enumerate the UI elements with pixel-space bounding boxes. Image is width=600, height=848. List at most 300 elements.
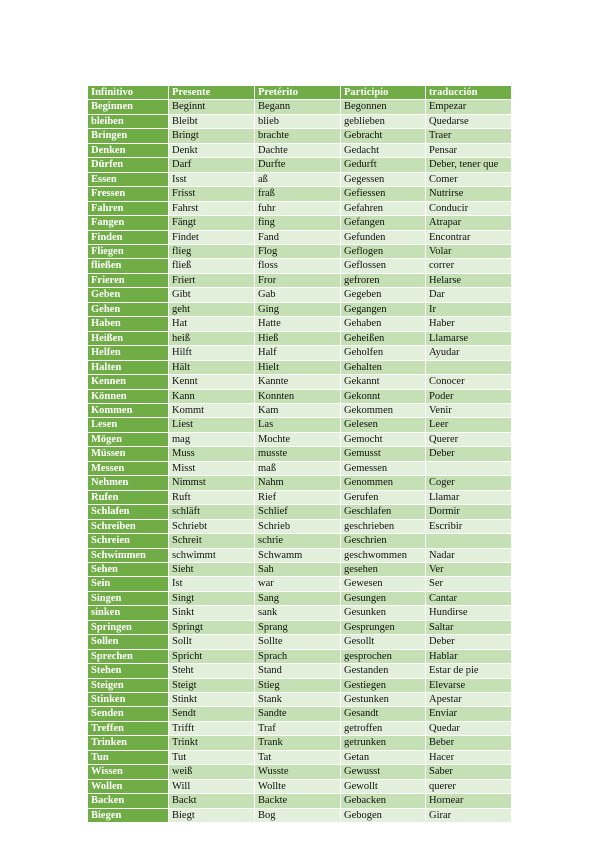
preterito-cell: Schwamm — [254, 549, 340, 563]
infinitivo-cell: Singen — [88, 592, 168, 606]
participio-cell: Genommen — [340, 476, 425, 490]
traduccion-cell: querer — [425, 780, 511, 794]
participio-cell: Gehaben — [340, 317, 425, 331]
participio-cell: Gekannt — [340, 375, 425, 389]
participio-cell: Gefahren — [340, 202, 425, 216]
presente-cell: Kennt — [168, 375, 254, 389]
traduccion-cell: Apestar — [425, 693, 511, 707]
preterito-cell: Las — [254, 418, 340, 432]
preterito-cell: Backte — [254, 794, 340, 808]
traduccion-cell: Nadar — [425, 549, 511, 563]
presente-cell: Steht — [168, 664, 254, 678]
traduccion-cell: Ver — [425, 563, 511, 577]
presente-cell: Schreit — [168, 534, 254, 548]
infinitivo-cell: Schlafen — [88, 505, 168, 519]
traduccion-cell: Coger — [425, 476, 511, 490]
infinitivo-cell: Senden — [88, 707, 168, 721]
preterito-cell: Sang — [254, 592, 340, 606]
presente-cell: Kann — [168, 390, 254, 404]
preterito-cell: Fror — [254, 274, 340, 288]
table-row — [88, 577, 511, 591]
table-row — [88, 520, 511, 534]
preterito-cell: Stank — [254, 693, 340, 707]
traduccion-cell: Querer — [425, 433, 511, 447]
table-row — [88, 650, 511, 664]
infinitivo-cell: Müssen — [88, 447, 168, 461]
presente-cell: Springt — [168, 621, 254, 635]
table-row — [88, 231, 511, 245]
participio-cell: Gestiegen — [340, 679, 425, 693]
participio-cell: Gegangen — [340, 303, 425, 317]
infinitivo-cell: Fangen — [88, 216, 168, 230]
infinitivo-cell: Wollen — [88, 780, 168, 794]
participio-cell: Gehalten — [340, 361, 425, 375]
participio-cell: Gemessen — [340, 462, 425, 476]
infinitivo-cell: Stehen — [88, 664, 168, 678]
participio-cell: Gemusst — [340, 447, 425, 461]
traduccion-cell: Ayudar — [425, 346, 511, 360]
presente-cell: Sendt — [168, 707, 254, 721]
table-row — [88, 707, 511, 721]
traduccion-cell: Cantar — [425, 592, 511, 606]
table-row — [88, 794, 511, 808]
table-row — [88, 129, 511, 143]
table-row — [88, 549, 511, 563]
infinitivo-cell: Sehen — [88, 563, 168, 577]
preterito-cell: Hielt — [254, 361, 340, 375]
preterito-cell: Schlief — [254, 505, 340, 519]
preterito-cell: Durfte — [254, 158, 340, 172]
presente-cell: Biegt — [168, 809, 254, 823]
presente-cell: Trinkt — [168, 736, 254, 750]
infinitivo-cell: Mögen — [88, 433, 168, 447]
traduccion-cell: Comer — [425, 173, 511, 187]
table-row — [88, 722, 511, 736]
preterito-cell: fraß — [254, 187, 340, 201]
participio-cell: Gemocht — [340, 433, 425, 447]
traduccion-cell: Ir — [425, 303, 511, 317]
participio-cell: gesehen — [340, 563, 425, 577]
participio-cell: Gewollt — [340, 780, 425, 794]
presente-cell: Schriebt — [168, 520, 254, 534]
traduccion-cell — [425, 534, 511, 548]
table-row — [88, 158, 511, 172]
presente-cell: Hält — [168, 361, 254, 375]
traduccion-cell: Saltar — [425, 621, 511, 635]
presente-cell: Friert — [168, 274, 254, 288]
participio-cell: Gefunden — [340, 231, 425, 245]
preterito-cell: Trank — [254, 736, 340, 750]
traduccion-cell: Beber — [425, 736, 511, 750]
presente-cell: schwimmt — [168, 549, 254, 563]
table-row — [88, 100, 511, 114]
participio-cell: gefroren — [340, 274, 425, 288]
traduccion-cell: Girar — [425, 809, 511, 823]
participio-cell: Geschlafen — [340, 505, 425, 519]
infinitivo-cell: Trinken — [88, 736, 168, 750]
preterito-cell: Hatte — [254, 317, 340, 331]
table-row — [88, 765, 511, 779]
presente-cell: Will — [168, 780, 254, 794]
presente-cell: Backt — [168, 794, 254, 808]
preterito-cell: fing — [254, 216, 340, 230]
traduccion-cell: Deber, tener que — [425, 158, 511, 172]
infinitivo-cell: Kommen — [88, 404, 168, 418]
infinitivo-cell: Gehen — [88, 303, 168, 317]
table-row — [88, 274, 511, 288]
table-header — [88, 86, 511, 100]
participio-cell: gesprochen — [340, 650, 425, 664]
table-row — [88, 390, 511, 404]
presente-cell: Steigt — [168, 679, 254, 693]
table-row — [88, 375, 511, 389]
infinitivo-cell: Beginnen — [88, 100, 168, 114]
infinitivo-cell: Springen — [88, 621, 168, 635]
participio-cell: Geheißen — [340, 332, 425, 346]
traduccion-cell: Leer — [425, 418, 511, 432]
traduccion-cell: Elevarse — [425, 679, 511, 693]
participio-cell: Gedurft — [340, 158, 425, 172]
table-row — [88, 693, 511, 707]
traduccion-cell — [425, 361, 511, 375]
presente-cell: Bringt — [168, 129, 254, 143]
table-row — [88, 592, 511, 606]
participio-cell: Gesollt — [340, 635, 425, 649]
preterito-cell: Hieß — [254, 332, 340, 346]
presente-cell: Darf — [168, 158, 254, 172]
preterito-cell: Schrieb — [254, 520, 340, 534]
infinitivo-cell: Schwimmen — [88, 549, 168, 563]
presente-cell: Trifft — [168, 722, 254, 736]
infinitivo-cell: Helfen — [88, 346, 168, 360]
presente-cell: Fahrst — [168, 202, 254, 216]
traduccion-cell: Conducir — [425, 202, 511, 216]
participio-cell: Geflogen — [340, 245, 425, 259]
participio-cell: Gelesen — [340, 418, 425, 432]
presente-cell: heiß — [168, 332, 254, 346]
infinitivo-cell: Dürfen — [88, 158, 168, 172]
table-row — [88, 462, 511, 476]
table-row — [88, 780, 511, 794]
preterito-cell: Sah — [254, 563, 340, 577]
traduccion-cell: Conocer — [425, 375, 511, 389]
preterito-cell: Konnten — [254, 390, 340, 404]
table-row — [88, 173, 511, 187]
participio-cell: getroffen — [340, 722, 425, 736]
preterito-cell: Fand — [254, 231, 340, 245]
preterito-cell: Begann — [254, 100, 340, 114]
preterito-cell: Dachte — [254, 144, 340, 158]
preterito-cell: Tat — [254, 751, 340, 765]
presente-cell: Hat — [168, 317, 254, 331]
infinitivo-cell: Treffen — [88, 722, 168, 736]
table-row — [88, 476, 511, 490]
preterito-cell: fuhr — [254, 202, 340, 216]
participio-cell: Gesandt — [340, 707, 425, 721]
presente-cell: Tut — [168, 751, 254, 765]
infinitivo-cell: Kennen — [88, 375, 168, 389]
presente-cell: Findet — [168, 231, 254, 245]
preterito-cell: floss — [254, 259, 340, 273]
infinitivo-cell: Können — [88, 390, 168, 404]
traduccion-cell: Pensar — [425, 144, 511, 158]
preterito-cell: Rief — [254, 491, 340, 505]
infinitivo-cell: Haben — [88, 317, 168, 331]
table-row — [88, 635, 511, 649]
infinitivo-cell: Backen — [88, 794, 168, 808]
traduccion-cell: Poder — [425, 390, 511, 404]
preterito-cell: Ging — [254, 303, 340, 317]
infinitivo-cell: Nehmen — [88, 476, 168, 490]
table-body — [88, 100, 511, 823]
infinitivo-cell: Heißen — [88, 332, 168, 346]
participio-cell: geschwommen — [340, 549, 425, 563]
table-row — [88, 332, 511, 346]
traduccion-cell: Deber — [425, 447, 511, 461]
participio-cell: Gefiessen — [340, 187, 425, 201]
preterito-cell: maß — [254, 462, 340, 476]
traduccion-cell: Dormir — [425, 505, 511, 519]
traduccion-cell: Escribir — [425, 520, 511, 534]
participio-cell: Gesungen — [340, 592, 425, 606]
infinitivo-cell: Fahren — [88, 202, 168, 216]
table-row — [88, 187, 511, 201]
table-row — [88, 404, 511, 418]
preterito-cell: brachte — [254, 129, 340, 143]
presente-cell: Isst — [168, 173, 254, 187]
preterito-cell: Traf — [254, 722, 340, 736]
header-row — [88, 86, 511, 100]
traduccion-cell: Saber — [425, 765, 511, 779]
infinitivo-cell: Biegen — [88, 809, 168, 823]
table-row — [88, 202, 511, 216]
traduccion-cell: Estar de pie — [425, 664, 511, 678]
presente-cell: flieg — [168, 245, 254, 259]
table-row — [88, 259, 511, 273]
traduccion-cell: Deber — [425, 635, 511, 649]
presente-cell: Stinkt — [168, 693, 254, 707]
table-row — [88, 751, 511, 765]
infinitivo-cell: Schreiben — [88, 520, 168, 534]
participio-cell: Getan — [340, 751, 425, 765]
table-row — [88, 216, 511, 230]
participio-cell: Gebracht — [340, 129, 425, 143]
traduccion-cell: Venir — [425, 404, 511, 418]
participio-cell: Geflossen — [340, 259, 425, 273]
participio-cell: Gegeben — [340, 288, 425, 302]
presente-cell: Ist — [168, 577, 254, 591]
participio-cell: Gesprungen — [340, 621, 425, 635]
header-infinitivo: Infinitivo — [88, 86, 168, 100]
presente-cell: Sieht — [168, 563, 254, 577]
presente-cell: Muss — [168, 447, 254, 461]
presente-cell: fließ — [168, 259, 254, 273]
preterito-cell: Sprach — [254, 650, 340, 664]
infinitivo-cell: Frieren — [88, 274, 168, 288]
presente-cell: schläft — [168, 505, 254, 519]
table-row — [88, 491, 511, 505]
table-row — [88, 346, 511, 360]
preterito-cell: Flog — [254, 245, 340, 259]
preterito-cell: Gab — [254, 288, 340, 302]
table-row — [88, 664, 511, 678]
presente-cell: Sollt — [168, 635, 254, 649]
preterito-cell: Wollte — [254, 780, 340, 794]
preterito-cell: sank — [254, 606, 340, 620]
table-row — [88, 317, 511, 331]
presente-cell: Misst — [168, 462, 254, 476]
infinitivo-cell: Sollen — [88, 635, 168, 649]
preterito-cell: Wusste — [254, 765, 340, 779]
participio-cell: Gefangen — [340, 216, 425, 230]
traduccion-cell: Helarse — [425, 274, 511, 288]
participio-cell: Gebacken — [340, 794, 425, 808]
table-row — [88, 245, 511, 259]
traduccion-cell: Hacer — [425, 751, 511, 765]
infinitivo-cell: bleiben — [88, 115, 168, 129]
traduccion-cell: Atrapar — [425, 216, 511, 230]
infinitivo-cell: Tun — [88, 751, 168, 765]
presente-cell: weiß — [168, 765, 254, 779]
presente-cell: Fängt — [168, 216, 254, 230]
presente-cell: Hilft — [168, 346, 254, 360]
participio-cell: Gegessen — [340, 173, 425, 187]
traduccion-cell: Dar — [425, 288, 511, 302]
table-row — [88, 447, 511, 461]
presente-cell: Beginnt — [168, 100, 254, 114]
participio-cell: Gebogen — [340, 809, 425, 823]
infinitivo-cell: Fressen — [88, 187, 168, 201]
traduccion-cell: Volar — [425, 245, 511, 259]
header-traduccion: traducción — [425, 86, 511, 100]
table-row — [88, 288, 511, 302]
infinitivo-cell: Stinken — [88, 693, 168, 707]
infinitivo-cell: Schreien — [88, 534, 168, 548]
preterito-cell: aß — [254, 173, 340, 187]
table-row — [88, 534, 511, 548]
participio-cell: Geschrien — [340, 534, 425, 548]
table-row — [88, 621, 511, 635]
preterito-cell: blieb — [254, 115, 340, 129]
table-row — [88, 736, 511, 750]
table-row — [88, 606, 511, 620]
infinitivo-cell: Finden — [88, 231, 168, 245]
preterito-cell: Half — [254, 346, 340, 360]
participio-cell: geschrieben — [340, 520, 425, 534]
traduccion-cell: Llamarse — [425, 332, 511, 346]
header-participio: Participio — [340, 86, 425, 100]
presente-cell: Singt — [168, 592, 254, 606]
infinitivo-cell: Geben — [88, 288, 168, 302]
preterito-cell: Bog — [254, 809, 340, 823]
infinitivo-cell: Sein — [88, 577, 168, 591]
traduccion-cell: Enviar — [425, 707, 511, 721]
infinitivo-cell: fließen — [88, 259, 168, 273]
preterito-cell: Stand — [254, 664, 340, 678]
header-preterito: Pretérito — [254, 86, 340, 100]
table-row — [88, 303, 511, 317]
traduccion-cell: Empezar — [425, 100, 511, 114]
table-row — [88, 563, 511, 577]
preterito-cell: Kannte — [254, 375, 340, 389]
preterito-cell: Sprang — [254, 621, 340, 635]
infinitivo-cell: Lesen — [88, 418, 168, 432]
verb-conjugation-table — [88, 86, 511, 823]
traduccion-cell: Ser — [425, 577, 511, 591]
participio-cell: Gewesen — [340, 577, 425, 591]
preterito-cell: Stieg — [254, 679, 340, 693]
table-row — [88, 115, 511, 129]
participio-cell: getrunken — [340, 736, 425, 750]
participio-cell: Gestanden — [340, 664, 425, 678]
infinitivo-cell: Halten — [88, 361, 168, 375]
infinitivo-cell: Essen — [88, 173, 168, 187]
participio-cell: Gekonnt — [340, 390, 425, 404]
participio-cell: Gekommen — [340, 404, 425, 418]
preterito-cell: Sandte — [254, 707, 340, 721]
presente-cell: Frisst — [168, 187, 254, 201]
presente-cell: Ruft — [168, 491, 254, 505]
traduccion-cell: Quedarse — [425, 115, 511, 129]
traduccion-cell: Nutrirse — [425, 187, 511, 201]
infinitivo-cell: Steigen — [88, 679, 168, 693]
traduccion-cell: correr — [425, 259, 511, 273]
presente-cell: Nimmst — [168, 476, 254, 490]
presente-cell: Bleibt — [168, 115, 254, 129]
infinitivo-cell: Bringen — [88, 129, 168, 143]
table-row — [88, 433, 511, 447]
presente-cell: Spricht — [168, 650, 254, 664]
preterito-cell: Kam — [254, 404, 340, 418]
infinitivo-cell: Rufen — [88, 491, 168, 505]
participio-cell: Gestunken — [340, 693, 425, 707]
traduccion-cell: Haber — [425, 317, 511, 331]
participio-cell: geblieben — [340, 115, 425, 129]
presente-cell: Denkt — [168, 144, 254, 158]
participio-cell: Gesunken — [340, 606, 425, 620]
infinitivo-cell: Sprechen — [88, 650, 168, 664]
traduccion-cell: Hablar — [425, 650, 511, 664]
participio-cell: Gerufen — [340, 491, 425, 505]
table-row — [88, 809, 511, 823]
traduccion-cell: Llamar — [425, 491, 511, 505]
presente-cell: mag — [168, 433, 254, 447]
table-row — [88, 418, 511, 432]
presente-cell: Liest — [168, 418, 254, 432]
presente-cell: geht — [168, 303, 254, 317]
table-row — [88, 679, 511, 693]
infinitivo-cell: Wissen — [88, 765, 168, 779]
header-presente: Presente — [168, 86, 254, 100]
table-row — [88, 361, 511, 375]
preterito-cell: Mochte — [254, 433, 340, 447]
infinitivo-cell: sinken — [88, 606, 168, 620]
participio-cell: Gewusst — [340, 765, 425, 779]
participio-cell: Geholfen — [340, 346, 425, 360]
traduccion-cell: Encontrar — [425, 231, 511, 245]
preterito-cell: schrie — [254, 534, 340, 548]
traduccion-cell — [425, 462, 511, 476]
table-row — [88, 144, 511, 158]
preterito-cell: Nahm — [254, 476, 340, 490]
traduccion-cell: Traer — [425, 129, 511, 143]
table-row — [88, 505, 511, 519]
presente-cell: Gibt — [168, 288, 254, 302]
traduccion-cell: Quedar — [425, 722, 511, 736]
infinitivo-cell: Messen — [88, 462, 168, 476]
preterito-cell: war — [254, 577, 340, 591]
presente-cell: Sinkt — [168, 606, 254, 620]
